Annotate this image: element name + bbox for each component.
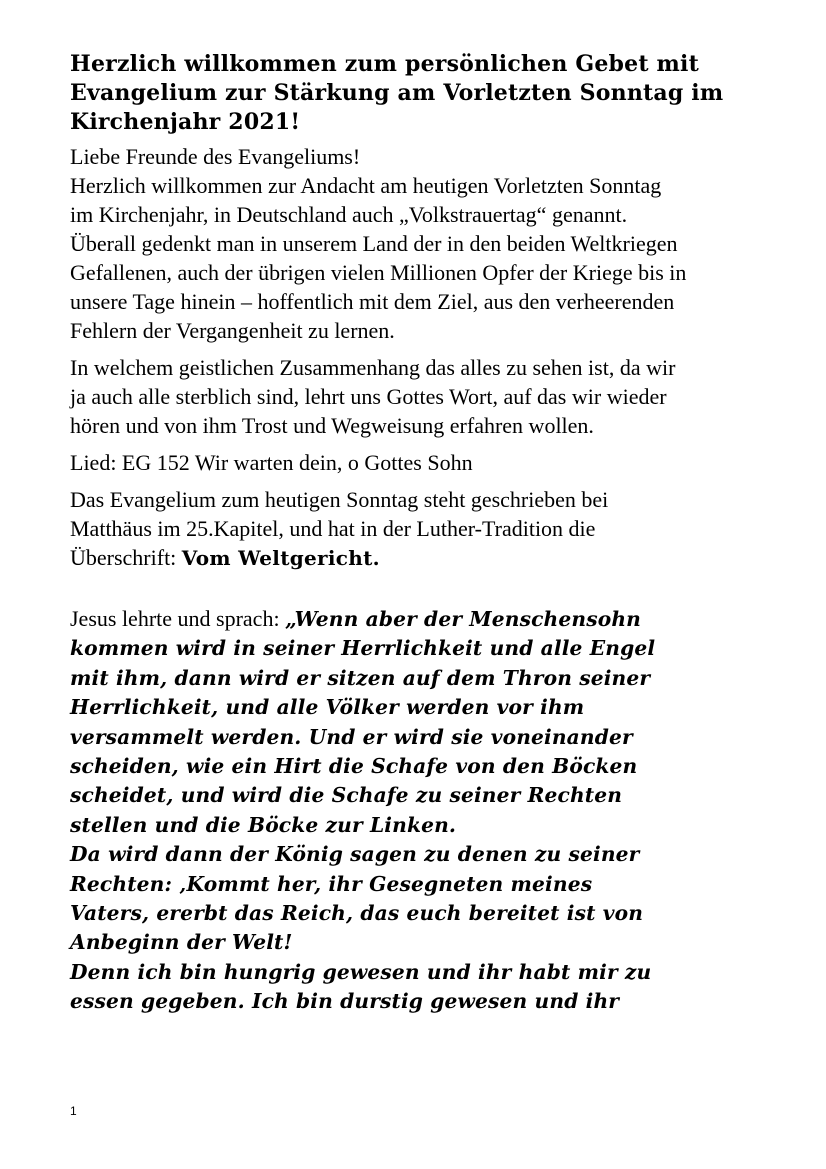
scripture-line: scheiden, wie ein Hirt die Schafe von den Böcken xyxy=(70,754,638,779)
intro-line: Herzlich willkommen zur Andacht am heutigen Vorletzten Sonntag xyxy=(70,173,662,198)
gospel-intro-line: Matthäus im 25.Kapitel, und hat in der Luther-Tradition die xyxy=(70,516,596,541)
scripture-line: Anbeginn der Welt! xyxy=(70,930,293,955)
scripture-lead: Jesus lehrte und sprach: xyxy=(70,606,286,631)
scripture-line: scheidet, und wird die Schafe zu seiner Rechten xyxy=(70,783,623,808)
song-paragraph xyxy=(70,448,770,477)
scripture-line: essen gegeben. Ich bin durstig gewesen und ihr xyxy=(70,989,620,1014)
intro-line: Gefallenen, auch der übrigen vielen Millionen Opfer der Kriege bis in xyxy=(70,260,687,285)
page-number: 1 xyxy=(70,1104,77,1118)
gospel-intro-paragraph xyxy=(70,485,770,573)
gospel-intro-line xyxy=(70,543,770,573)
scripture-line: stellen und die Böcke zur Linken. xyxy=(70,812,457,837)
scripture-line: kommen wird in seiner Herrlichkeit und alle Engel xyxy=(70,636,656,661)
scripture-line: Herrlichkeit, und alle Völker werden vor ihm xyxy=(70,695,585,720)
gospel-title: Vom Weltgericht. xyxy=(181,546,380,570)
context-line: ja auch alle sterblich sind, lehrt uns Gottes Wort, auf das wir wieder xyxy=(70,384,667,409)
intro-line: unsere Tage hinein – hoffentlich mit dem Ziel, aus den verheerenden xyxy=(70,289,675,314)
blank-line xyxy=(70,581,770,604)
context-paragraph xyxy=(70,353,770,440)
context-line: In welchem geistlichen Zusammenhang das alles zu sehen ist, da wir xyxy=(70,355,676,380)
scripture-line: Vaters, ererbt das Reich, das euch bereitet ist von xyxy=(70,901,644,926)
intro-line: Liebe Freunde des Evangeliums! xyxy=(70,144,361,169)
intro-paragraph xyxy=(70,142,770,345)
document-heading xyxy=(70,50,770,137)
scripture-line: mit ihm, dann wird er sitzen auf dem Thron seiner xyxy=(70,665,651,690)
context-line: hören und von ihm Trost und Wegweisung erfahren wollen. xyxy=(70,413,594,438)
heading-line: Kirchenjahr 2021! xyxy=(70,109,301,135)
scripture-line: Rechten: ‚Kommt her, ihr Gesegneten meines xyxy=(70,871,593,896)
gospel-heading-prefix: Überschrift: xyxy=(70,545,182,570)
document-page xyxy=(70,50,770,1017)
song-line: Lied: EG 152 Wir warten dein, o Gottes Sohn xyxy=(70,450,473,475)
heading-line: Herzlich willkommen zum persönlichen Gebet mit xyxy=(70,51,699,77)
intro-line: Überall gedenkt man in unserem Land der in den beiden Weltkriegen xyxy=(70,231,678,256)
scripture-text: „Wenn aber der Menschensohn xyxy=(285,607,641,631)
scripture-line: Denn ich bin hungrig gewesen und ihr habt mir zu xyxy=(70,959,652,984)
scripture-line xyxy=(70,604,770,634)
scripture-passage xyxy=(70,604,770,1017)
scripture-line: Da wird dann der König sagen zu denen zu seiner xyxy=(70,842,640,867)
intro-line: Fehlern der Vergangenheit zu lernen. xyxy=(70,318,395,343)
scripture-line: versammelt werden. Und er wird sie voneinander xyxy=(70,724,633,749)
gospel-intro-line: Das Evangelium zum heutigen Sonntag steht geschrieben bei xyxy=(70,487,609,512)
heading-line: Evangelium zur Stärkung am Vorletzten Sonntag im xyxy=(70,80,724,106)
intro-line: im Kirchenjahr, in Deutschland auch „Volkstrauertag“ genannt. xyxy=(70,202,628,227)
